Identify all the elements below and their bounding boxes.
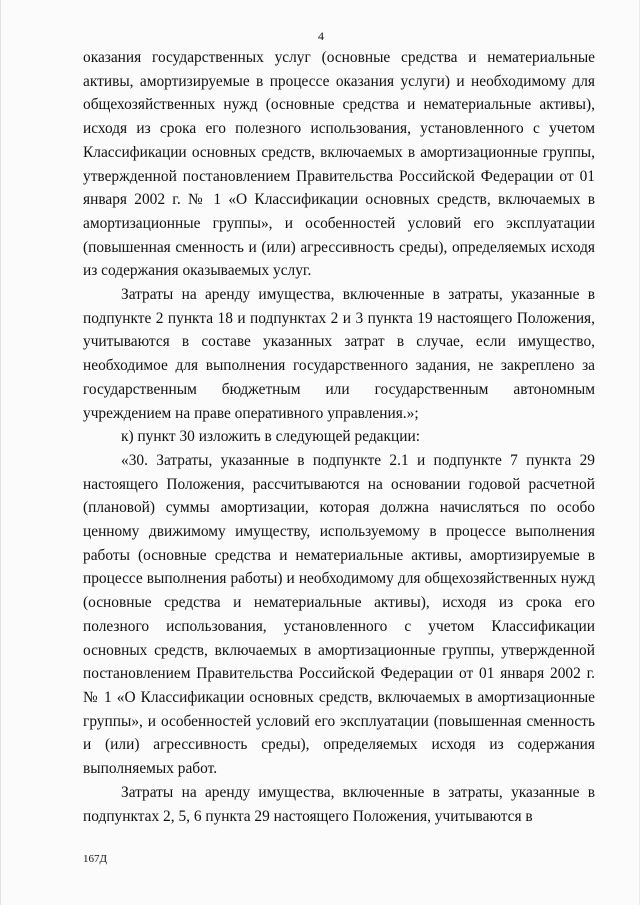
- document-body: [83, 46, 595, 828]
- paragraph-rent-costs: Затраты на аренду имущества, включенные в затраты, указанные в подпункте 2 пункта 18 и подпунктах 2 и 3 пункта 19 настоящего Положения, учитываются в составе указанных затрат в случае, если имущество, необходимое для выполнения государственного задания, не закреплено за государственным бюджетным или государственным автономным учреждением на праве оперативного управления.»;: [83, 286, 595, 422]
- paragraph-amendment-item-k: к) пункт 30 изложить в следующей редакции:: [121, 428, 420, 446]
- paragraph-clause-30: «30. Затраты, указанные в подпункте 2.1 и подпункте 7 пункта 29 настоящего Положения, рассчитываются на основании годовой расчетной (плановой) суммы амортизации, которая должна начисляться по особо ценному движимому имуществу, используемому в процессе выполнения работы (основные средства и нематериальные активы, амортизируемые в процессе выполнения работы) и необходимому для общехозяйственных нужд (основные средства и нематериальные активы), исходя из срока его полезного использования, установленного с учетом Классификации основных средств, включаемых в амортизационные группы, утвержденной постановлением Правительства Российской Федерации от 01 января 2002 г. № 1 «О Классификации основных средств, включаемых в амортизационные группы», и особенностей условий его эксплуатации (повышенная сменность и (или) агрессивность среды), определяемых исходя из содержания выполняемых работ.: [83, 451, 595, 778]
- paragraph-continued: оказания государственных услуг (основные средства и нематериальные активы, амортизируемые в процессе оказания услуги) и необходимому для общехозяйственных нужд (основные средства и нематериальные активы), исходя из срока его полезного использования, установленного с учетом Классификации основных средств, включаемых в амортизационные группы, утвержденной постановлением Правительства Российской Федерации от 01 января 2002 г. № 1 «О Классификации основных средств, включаемых в амортизационные группы», и особенностей условий его эксплуатации (повышенная сменность и (или) агрессивность среды), определяемых исходя из содержания оказываемых услуг.: [83, 49, 595, 280]
- paragraph-rent-costs-continued: Затраты на аренду имущества, включенные в затраты, указанные в подпунктах 2, 5, 6 пункта 29 настоящего Положения, учитываются в: [83, 783, 595, 825]
- page-number: 4: [318, 29, 324, 43]
- document-code: 167Д: [83, 853, 108, 865]
